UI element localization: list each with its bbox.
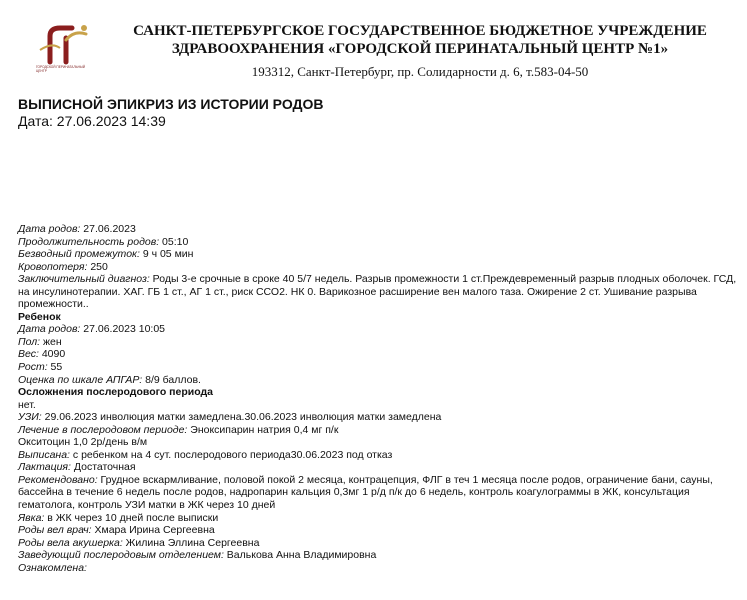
field-label: Оценка по шкале АПГАР: xyxy=(18,373,143,386)
org-name-line1: САНКТ-ПЕТЕРБУРГСКОЕ ГОСУДАРСТВЕННОЕ БЮДЖЕТНОЕ УЧРЕЖДЕНИЕ xyxy=(133,23,707,39)
field-value: 4090 xyxy=(38,348,66,361)
field-value: 250 xyxy=(87,260,108,273)
apgar-score-row xyxy=(18,374,740,387)
field-value: Жилина Эллина Сергеевна xyxy=(122,536,260,549)
discharged-row xyxy=(18,449,740,462)
baby-sex-row xyxy=(18,336,740,349)
field-value: Достаточная xyxy=(70,461,136,474)
field-value: жен xyxy=(40,335,62,348)
field-value: Грудное вскармливание, половой покой 2 месяца, контрацепция, ФЛГ в теч 1 месяца после родов, ограничение бани, сауны, бассейна в течение 6 недель после родов, надропарин кальция 0,3мг 1 р/д п/к до 6 недель, контроль коагулограммы в ЖК, консультация гематолога, контроль УЗИ матки в ЖК через 10 дней xyxy=(18,473,713,512)
org-name-line2: ЗДРАВООХРАНЕНИЯ «ГОРОДСКОЙ ПЕРИНАТАЛЬНЫЙ ЦЕНТР №1» xyxy=(171,41,669,57)
field-label: Лечение в послеродовом периоде: xyxy=(18,423,188,436)
field-value: Хмара Ирина Сергеевна xyxy=(91,524,215,537)
field-label: Ознакомлена: xyxy=(18,561,87,574)
organization-name xyxy=(100,22,740,58)
field-label: Выписана: xyxy=(18,448,70,461)
logo-caption: ГОРОДСКОЙ ПЕРИНАТАЛЬНЫЙ ЦЕНТР xyxy=(36,65,86,73)
field-label: Рекомендовано: xyxy=(18,473,98,486)
birth-duration-row xyxy=(18,236,740,249)
postpartum-complications-value: нет. xyxy=(18,398,36,411)
recommendations-row xyxy=(18,474,740,512)
field-label: Кровопотеря: xyxy=(18,260,88,273)
field-label: Дата родов: xyxy=(18,223,81,235)
field-label: Заведующий послеродовым отделением: xyxy=(18,549,224,562)
birth-date-row xyxy=(18,223,740,236)
blood-loss-row xyxy=(18,261,740,274)
field-value: в ЖК через 10 дней после выписки xyxy=(44,511,219,524)
final-diagnosis-row xyxy=(18,273,740,311)
field-value: Роды 3-е срочные в сроке 40 5/7 недель. Разрыв промежности 1 ст.Преждевременный разрыв плодных оболочек. ГСД, на инсулинотерапии. ХАГ. ГБ 1 ст., АГ 1 ст., риск ССО2. НК 0. Варикозное расширение вен малого таза. Ожирение 2 ст. Ушивание разрыва промежности.. xyxy=(18,273,737,311)
field-label: Явка: xyxy=(18,511,45,524)
field-label: Рост: xyxy=(18,361,48,374)
document-date: Дата: 27.06.2023 14:39 xyxy=(18,113,166,129)
baby-weight-row xyxy=(18,348,740,361)
field-value: 29.06.2023 инволюция матки замедлена.30.06.2023 инволюция матки замедлена xyxy=(41,411,442,424)
field-value: 55 xyxy=(47,361,63,374)
organization-address: 193312, Санкт-Петербург, пр. Солидарности д. 6, т.583-04-50 xyxy=(251,64,589,79)
field-value: 9 ч 05 мин xyxy=(139,248,194,261)
field-value: 27.06.2023 10:05 xyxy=(80,323,166,336)
field-label: Дата родов: xyxy=(18,323,81,336)
postpartum-treatment-row xyxy=(18,424,740,437)
field-label: Роды вела акушерка: xyxy=(18,536,123,549)
postpartum-treatment-row-2: Окситоцин 1,0 2р/день в/м xyxy=(18,436,148,449)
field-label: Продолжительность родов: xyxy=(18,235,160,248)
field-value: 27.06.2023 xyxy=(80,223,136,235)
postpartum-complications-title: Осложнения послеродового периода xyxy=(18,386,214,399)
field-label: Заключительный диагноз: xyxy=(18,273,150,286)
attending-doctor-row xyxy=(18,524,740,537)
baby-height-row xyxy=(18,361,740,374)
ultrasound-row xyxy=(18,411,740,424)
field-label: Вес: xyxy=(18,348,39,361)
visit-row xyxy=(18,512,740,525)
acquainted-row xyxy=(18,562,740,575)
document-title: ВЫПИСНОЙ ЭПИКРИЗ ИЗ ИСТОРИИ РОДОВ xyxy=(18,96,324,112)
baby-section-title: Ребенок xyxy=(18,310,61,323)
field-label: Роды вел врач: xyxy=(18,524,92,537)
field-value: 8/9 баллов. xyxy=(142,373,201,386)
field-value: 05:10 xyxy=(159,235,189,248)
field-value: с ребенком на 4 сут. послеродового периода30.06.2023 под отказ xyxy=(69,448,393,461)
field-label: Пол: xyxy=(18,335,41,348)
anhydrous-interval-row xyxy=(18,248,740,261)
midwife-row xyxy=(18,537,740,550)
department-head-row xyxy=(18,549,740,562)
lactation-row xyxy=(18,461,740,474)
field-value: Валькова Анна Владимировна xyxy=(223,549,377,562)
logo-emblem-icon xyxy=(36,22,96,68)
baby-birth-date-row xyxy=(18,323,740,336)
field-label: Лактация: xyxy=(18,461,71,474)
epicrisis-content xyxy=(18,223,740,574)
field-value: Эноксипарин натрия 0,4 мг п/к xyxy=(187,423,339,436)
perinatal-center-logo xyxy=(36,22,96,84)
field-label: Безводный промежуток: xyxy=(18,248,140,261)
field-label: УЗИ: xyxy=(18,411,42,424)
